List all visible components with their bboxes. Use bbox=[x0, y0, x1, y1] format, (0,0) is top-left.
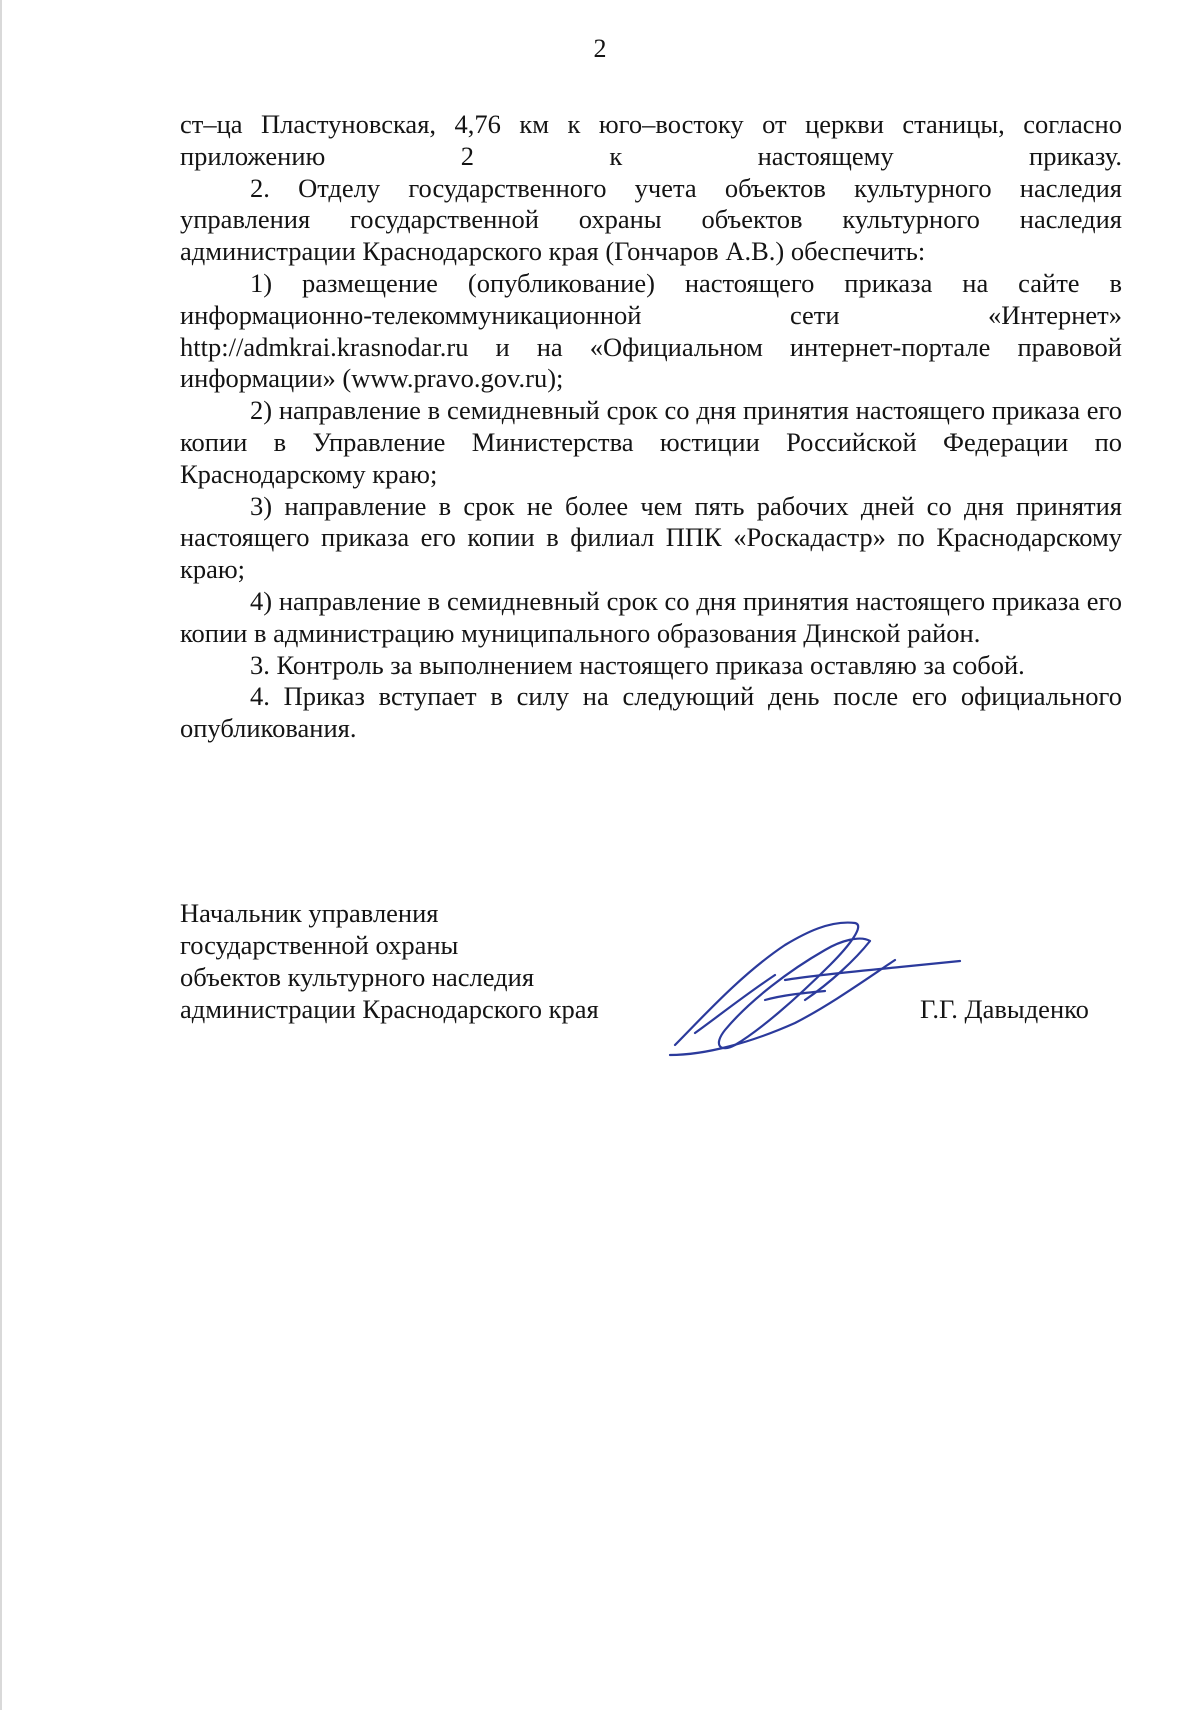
paragraph-subitem-2 bbox=[180, 395, 1122, 490]
position-line: Начальник управления bbox=[180, 898, 439, 928]
handwritten-signature bbox=[665, 905, 965, 1065]
text-line: настоящего приказа его копии в филиал ППК «Роскадастр» по bbox=[180, 522, 925, 553]
text-line: Краснодарскому краю; bbox=[180, 522, 1123, 585]
text-line: Краснодарскому краю; bbox=[180, 458, 438, 489]
document-body bbox=[180, 109, 1122, 745]
paragraph-location-continuation bbox=[180, 109, 1122, 173]
text-line: 4) направление в семидневный срок со дня принятия настоящего приказа bbox=[250, 585, 1080, 616]
position-line: администрации Краснодарского края bbox=[180, 994, 599, 1024]
signatory-name: Г.Г. Давыденко bbox=[920, 994, 1089, 1024]
text-line: его копии в администрацию муниципального образования bbox=[180, 585, 1123, 648]
paragraph-subitem-3 bbox=[180, 491, 1122, 586]
text-line: информации» (www.pravo.gov.ru); bbox=[180, 363, 564, 394]
text-line: приложению 2 к настоящему приказу. bbox=[180, 140, 1122, 171]
text-line: 4. Приказ вступает в силу на следующий день после его официального bbox=[250, 681, 1122, 712]
text-line: администрации Краснодарского края (Гончаров А.В.) обеспечить: bbox=[180, 236, 926, 267]
paragraph-item-3 bbox=[180, 650, 1122, 682]
paragraph-subitem-4 bbox=[180, 586, 1122, 650]
text-line: опубликования. bbox=[180, 713, 357, 744]
text-line: 3. Контроль за выполнением настоящего приказа оставляю за собой. bbox=[250, 649, 1025, 680]
text-line: информационно-телекоммуникационной сети «Интернет» bbox=[180, 299, 1122, 330]
text-line: ст–ца Пластуновская, 4,76 км к юго–востоку от церкви станицы, согласно bbox=[180, 109, 1122, 139]
paragraph-item-4 bbox=[180, 681, 1122, 745]
text-line: http://admkrai.krasnodar.ru и на «Официальном интернет-портале правовой bbox=[180, 331, 1122, 362]
position-line: государственной охраны bbox=[180, 930, 459, 960]
text-line: Динской район. bbox=[803, 617, 981, 648]
scan-edge bbox=[0, 0, 2, 1710]
text-line: 3) направление в срок не более чем пять рабочих дней со дня принятия bbox=[250, 490, 1122, 521]
text-line: его копии в Управление Министерства юстиции Российской Федерации по bbox=[180, 395, 1123, 457]
text-line: управления государственной охраны объектов культурного наследия bbox=[180, 204, 1122, 235]
paragraph-subitem-1 bbox=[180, 268, 1122, 395]
text-line: 2. Отделу государственного учета объектов культурного наследия bbox=[250, 172, 1122, 203]
page-number: 2 bbox=[593, 34, 607, 63]
paragraph-item-2 bbox=[180, 173, 1122, 268]
position-line: объектов культурного наследия bbox=[180, 962, 535, 992]
signatory-position bbox=[180, 897, 599, 1025]
text-line: 2) направление в семидневный срок со дня принятия настоящего приказа bbox=[250, 395, 1080, 426]
text-line: 1) размещение (опубликование) настоящего приказа на сайте в bbox=[250, 267, 1122, 298]
